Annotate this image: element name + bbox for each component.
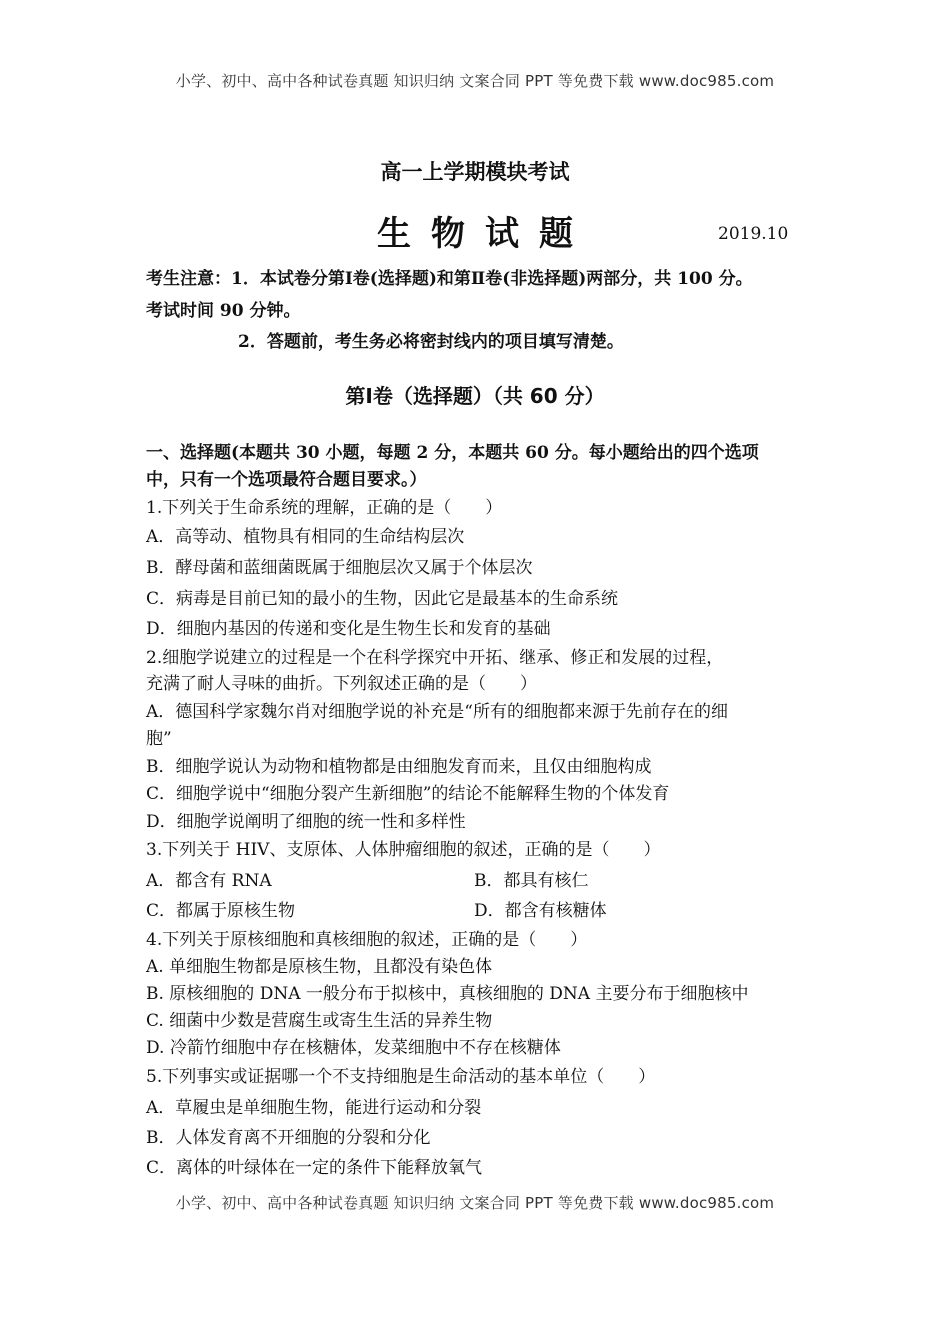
q1-option-d: D．细胞内基因的传递和变化是生物生长和发育的基础 [146, 619, 551, 639]
exam-subtitle: 高一上学期模块考试 [380, 160, 570, 184]
q1-option-c: C．病毒是目前已知的最小的生物，因此它是最基本的生命系统 [146, 589, 619, 609]
instructions-line-2: 中，只有一个选项最符合题目要求。） [146, 470, 427, 490]
q3-stem: 3.下列关于 HIV、支原体、人体肿瘤细胞的叙述，正确的是（ ） [146, 840, 661, 860]
q3-option-b: B．都具有核仁 [474, 871, 589, 891]
q4-option-d: D. 冷箭竹细胞中存在核糖体，发菜细胞中不存在核糖体 [146, 1038, 561, 1058]
q1-option-a: A．高等动、植物具有相同的生命结构层次 [146, 527, 465, 547]
q2-option-c: C．细胞学说中“细胞分裂产生新细胞”的结论不能解释生物的个体发育 [146, 784, 670, 804]
q3-option-c: C．都属于原核生物 [146, 901, 296, 921]
q2-option-d: D．细胞学说阐明了细胞的统一性和多样性 [146, 812, 466, 832]
q3-option-d: D．都含有核糖体 [474, 901, 607, 921]
section-title: 第Ⅰ卷（选择题）（共 60 分） [345, 384, 605, 408]
exam-date: 2019.10 [718, 224, 789, 244]
q5-option-c: C．离体的叶绿体在一定的条件下能释放氧气 [146, 1158, 483, 1178]
q2-stem-line-2: 充满了耐人寻味的曲折。下列叙述正确的是（ ） [146, 674, 537, 694]
notice-line-1: 考生注意：1．本试卷分第Ⅰ卷(选择题)和第Ⅱ卷(非选择题)两部分，共 100 分。 [146, 269, 753, 289]
q2-option-a-line-2: 胞” [146, 729, 172, 749]
q1-stem: 1.下列关于生命系统的理解，正确的是（ ） [146, 498, 503, 518]
q1-option-b: B．酵母菌和蓝细菌既属于细胞层次又属于个体层次 [146, 558, 533, 578]
notice-line-2: 考试时间 90 分钟。 [146, 301, 301, 321]
q4-option-c: C. 细菌中少数是营腐生或寄生生活的异养生物 [146, 1011, 493, 1031]
q5-option-a: A．草履虫是单细胞生物，能进行运动和分裂 [146, 1098, 482, 1118]
header-banner: 小学、初中、高中各种试卷真题 知识归纳 文案合同 PPT 等免费下载 www.doc985.com [175, 72, 775, 90]
q5-stem: 5.下列事实或证据哪一个不支持细胞是生命活动的基本单位（ ） [146, 1067, 656, 1087]
exam-title: 生物试题 [377, 214, 593, 254]
q4-option-a: A. 单细胞生物都是原核生物，且都没有染色体 [146, 957, 493, 977]
q5-option-b: B．人体发育离不开细胞的分裂和分化 [146, 1128, 431, 1148]
q2-stem-line-1: 2.细胞学说建立的过程是一个在科学探究中开拓、继承、修正和发展的过程， [146, 648, 724, 668]
footer-banner: 小学、初中、高中各种试卷真题 知识归纳 文案合同 PPT 等免费下载 www.doc985.com [175, 1194, 775, 1212]
q4-stem: 4.下列关于原核细胞和真核细胞的叙述，正确的是（ ） [146, 930, 588, 950]
q2-option-a-line-1: A．德国科学家魏尔肖对细胞学说的补充是“所有的细胞都来源于先前存在的细 [146, 702, 728, 722]
instructions-line-1: 一、选择题(本题共 30 小题，每题 2 分，本题共 60 分。每小题给出的四个选项 [146, 443, 759, 463]
notice-line-3: 2．答题前，考生务必将密封线内的项目填写清楚。 [238, 332, 624, 352]
q4-option-b: B. 原核细胞的 DNA 一般分布于拟核中，真核细胞的 DNA 主要分布于细胞核中 [146, 984, 749, 1004]
q2-option-b: B．细胞学说认为动物和植物都是由细胞发育而来，且仅由细胞构成 [146, 757, 652, 777]
q3-option-a: A．都含有 RNA [146, 871, 272, 891]
